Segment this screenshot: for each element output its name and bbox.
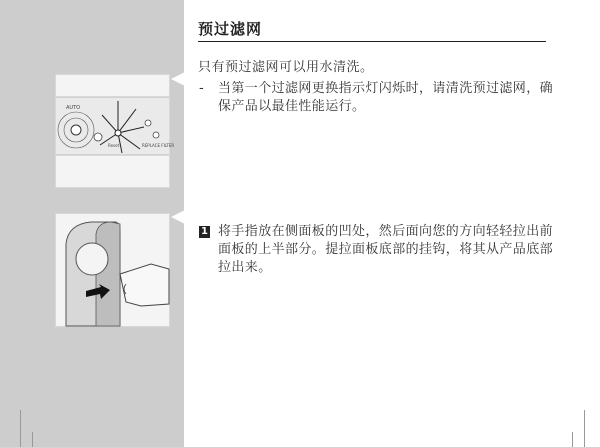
- bullet-marker: -: [199, 81, 204, 96]
- step-number: 1: [199, 226, 210, 238]
- figure-pointer: [171, 210, 185, 224]
- purifier-illustration: [56, 214, 169, 326]
- intro-text: 只有预过滤网可以用水清洗。: [198, 60, 374, 75]
- purifier-figure: [55, 213, 170, 327]
- crop-mark: [20, 410, 21, 447]
- crop-mark: [572, 432, 573, 447]
- crop-mark: [584, 410, 585, 447]
- title-rule: [198, 41, 546, 42]
- control-panel-illustration: [56, 75, 175, 187]
- reset-label: Reset: [108, 143, 120, 148]
- step-text: 将手指放在侧面板的凹处，然后面向您的方向轻轻拉出前面板的上半部分。提拉面板底部的挂钩，将其从产品底部拉出来。: [218, 224, 554, 275]
- bullet-text: 当第一个过滤网更换指示灯闪烁时，请清洗预过滤网，确保产品以最佳性能运行。: [218, 81, 554, 114]
- control-panel-figure: [55, 74, 175, 188]
- replace-filter-label: REPLACE FILTER: [142, 143, 175, 148]
- crop-mark: [32, 432, 33, 447]
- figure-pointer: [171, 72, 185, 86]
- auto-label: AUTO: [66, 105, 81, 111]
- section-title: 预过滤网: [198, 20, 263, 38]
